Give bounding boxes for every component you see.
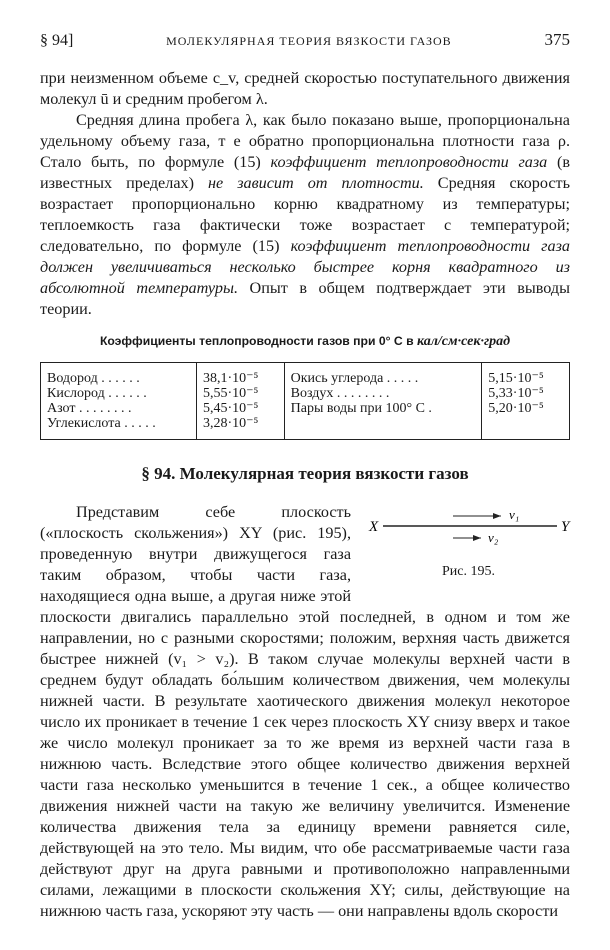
page [40, 30, 570, 922]
table-cell-val1: 38,1·10⁻⁵ [196, 363, 284, 387]
table-cell-name2: Пары воды при 100° С . [284, 401, 482, 416]
figure-195 [361, 504, 576, 590]
table-row [41, 416, 570, 440]
paragraph-mean-free-path: Средняя длина пробега λ, как было показано выше, пропорциональна удельному объему газа, т е обратно пропорциональна плотности газа ρ. Стало быть, по формуле (15) коэффициент теплопроводности газа (в известных пределах) не зависит от плотности. Средняя скорость возрастает пропорционально корню квадратному из температуры; теплоемкость газа фактически тоже возрастает с температурой; следовательно, по формуле (15) коэффициент теплопроводности газа должен увеличиваться несколько быстрее корня квадратного из абсолютной температуры. Опыт в общем подтверждает эти выводы теории. [40, 111, 571, 318]
slip-plane-diagram [361, 504, 576, 564]
paragraph-viscosity: Представим себе плоскость («плоскость скольжения») XY (рис. 195), проведенную внутри движущегося газа таким образом, чтобы части газа, находящиеся одна выше, а другая ниже этой плоскости двигались параллельно этой последней, в одном и том же направлении, но с разными скоростями; положим, верхняя часть движется быстрее нижней (v₁ > v₂). В таком случае молекулы верхней части в среднем будут обладать бо́льшим количеством движения, чем молекулы нижней части. В результате хаотического движения молекул некоторое число их проникает в течение 1 сек через плоскость XY снизу вверх и такое же число молекул проникает за то же время из верхней части газа в нижнюю часть. Вследствие этого общее количество движения верхней части газа несколько уменьшится в течение 1 сек., а общее количество движения нижней части на такую же величину увеличится. Изменение количества движения тела за единицу времени равняется силе, действующей на это тело. Мы видим, что обе рассматриваемые части газа действуют друг на друга равными и противоположно направленными силами, лежащими в плоскости скольжения XY; силы, действующие на нижнюю часть газа, ускоряют эту часть — они направлены вдоль скорости [40, 503, 570, 920]
viscosity-text-block [40, 502, 570, 922]
table-cell-val2 [482, 416, 570, 440]
table-cell-val1: 5,55·10⁻⁵ [196, 386, 284, 401]
figure-caption: Рис. 195. [442, 564, 495, 579]
table-caption: Коэффициенты теплопроводности газов при 0° С в кал/см·сек·град [99, 334, 511, 349]
header-title: МОЛЕКУЛЯРНАЯ ТЕОРИЯ ВЯЗКОСТИ ГАЗОВ [166, 34, 452, 48]
label-v2: v₂ [488, 530, 499, 545]
table-cell-name1: Водород . . . . . . [47, 371, 140, 386]
table-cell-val1: 3,28·10⁻⁵ [196, 416, 284, 440]
running-header [40, 30, 570, 50]
label-y: Y [561, 519, 570, 535]
table-row [41, 401, 570, 416]
arrow-v1-head [493, 513, 501, 519]
table-cell-val2: 5,33·10⁻⁵ [482, 386, 570, 401]
table-row [41, 363, 570, 387]
label-x: X [369, 519, 379, 535]
table-cell-val2: 5,15·10⁻⁵ [482, 363, 570, 387]
table-cell-val2: 5,20·10⁻⁵ [482, 401, 570, 416]
table-cell-name2: Воздух . . . . . . . . [284, 386, 482, 401]
section-title: § 94. Молекулярная теория вязкости газов [141, 464, 469, 483]
table-cell-name2 [284, 416, 482, 440]
header-section: § 94] [40, 32, 74, 49]
page-number: 375 [544, 30, 570, 49]
table-row [41, 386, 570, 401]
table-cell-name1: Азот . . . . . . . . [47, 401, 132, 416]
conductivity-table [40, 362, 570, 440]
table-cell-name1: Углекислота . . . . . [47, 416, 156, 431]
table-cell-val1: 5,45·10⁻⁵ [196, 401, 284, 416]
table-cell-name2: Окись углерода . . . . . [284, 363, 482, 387]
paragraph-continuation: при неизменном объеме c_v, средней скоростью поступательного движения молекул ū и средним пробегом λ. [40, 69, 570, 108]
label-v1: v₁ [509, 507, 520, 522]
arrow-v2-head [473, 535, 481, 541]
table-cell-name1: Кислород . . . . . . [47, 386, 147, 401]
